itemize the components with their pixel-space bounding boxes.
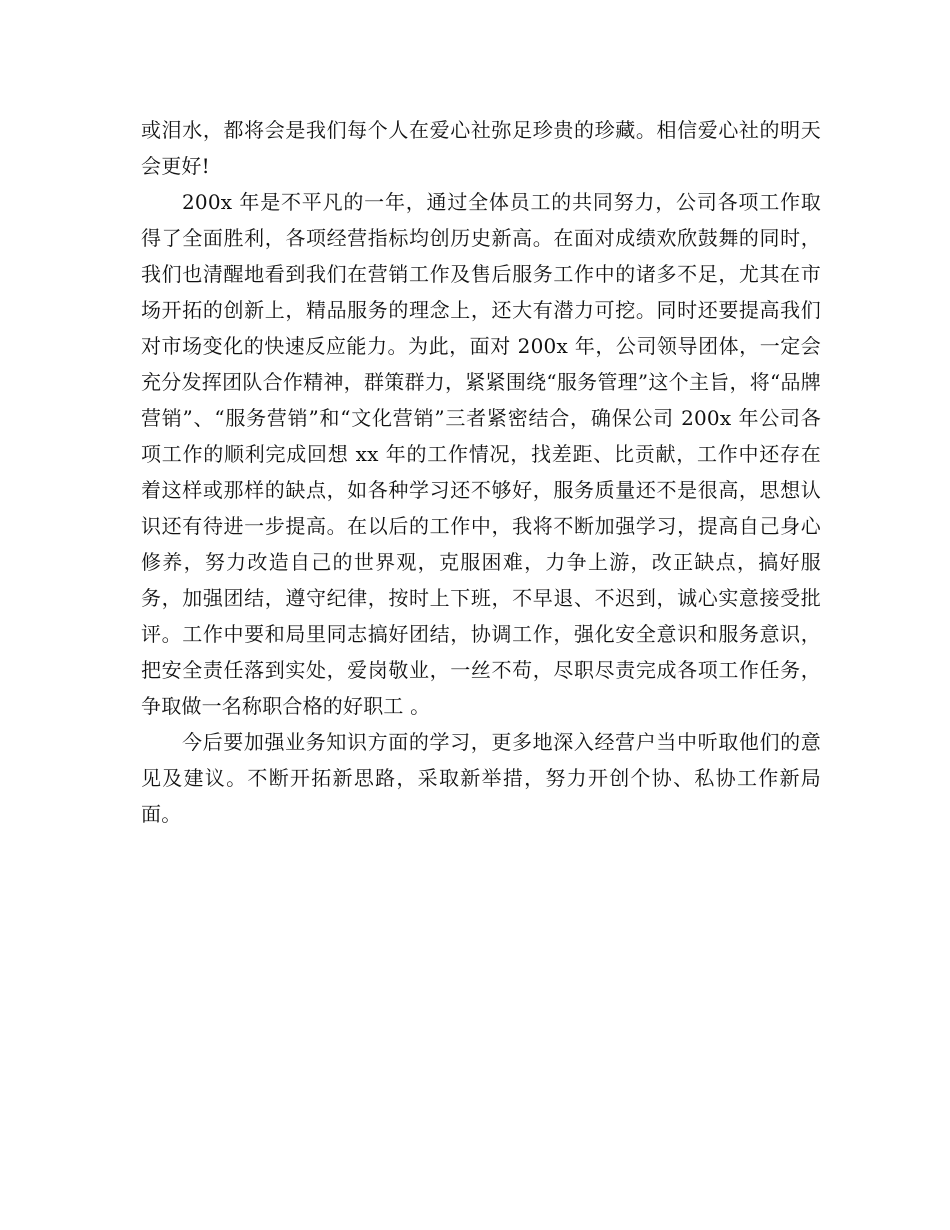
paragraph-1: 或泪水，都将会是我们每个人在爱心社弥足珍贵的珍藏。相信爱心社的明天会更好! — [141, 118, 821, 178]
paragraph-3: 今后要加强业务知识方面的学习，更多地深入经营户当中听取他们的意见及建议。不断开拓新思路，采取新举措，努力开创个协、私协工作新局面。 — [141, 730, 821, 826]
paragraph-2: 200x 年是不平凡的一年，通过全体员工的共同努力，公司各项工作取得了全面胜利，各项经营指标均创历史新高。在面对成绩欢欣鼓舞的同时，我们也清醒地看到我们在营销工作及售后服务工作中的诸多不足，尤其在市场开拓的创新上，精品服务的理念上，还大有潜力可挖。同时还要提高我们对市场变化的快速反应能力。为此，面对 200x 年，公司领导团体，一定会充分发挥团队合作精神，群策群力，紧紧围绕“服务管理”这个主旨，将“品牌营销”、“服务营销”和“文化营销”三者紧密结合，确保公司 200x 年公司各项工作的顺利完成回想 xx 年的工作情况，找差距、比贡献，工作中还存在着这样或那样的缺点，如各种学习还不够好，服务质量还不是很高，思想认识还有待进一步提高。在以后的工作中，我将不断加强学习，提高自己身心修养，努力改造自己的世界观，克服困难，力争上游，改正缺点，搞好服务，加强团结，遵守纪律，按时上下班，不早退、不迟到，诚心实意接受批评。工作中要和局里同志搞好团结，协调工作，强化安全意识和服务意识，把安全责任落到实处，爱岗敬业，一丝不苟，尽职尽责完成各项工作任务，争取做一名称职合格的好职工 。 — [141, 190, 821, 718]
document-body — [141, 112, 821, 832]
